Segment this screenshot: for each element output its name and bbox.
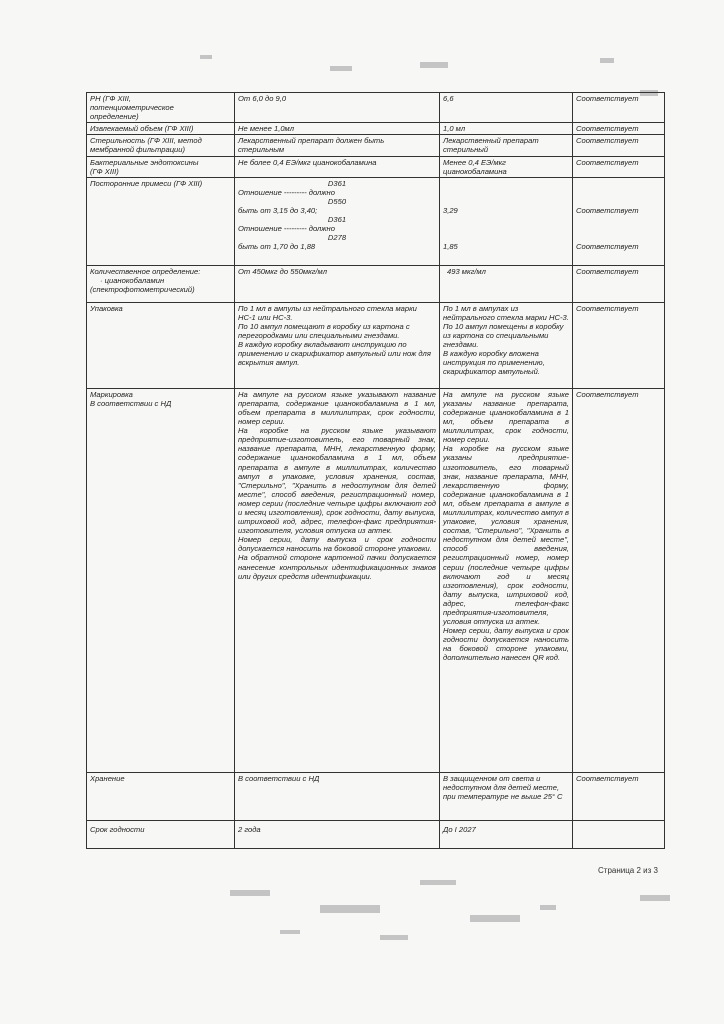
param-text: · цианокобаламин [100,275,165,285]
table-row [87,265,665,302]
norm-text: На коробке на русском языке указывают предприятие-изготовитель, его товарный знак, название препарата, МНН, лекарственную форму, содержание цианокобаламина в 1 мл, объем препарата в ампуле в миллилитрах, количество ампул в упаковке, условия хранения, состав, "Стерильно", "Хранить в недоступном для детей месте", способ введения, регистрационный номер, номер серии (последние четыре цифры включают год и месяц изготовления), срок годности, дату выпуска, штриховой код, адрес, телефон-факс предприятия-изготовителя, условия отпуска из аптек. [238,426,436,536]
norm-text: Лекарственный препарат должен быть [238,136,385,146]
param-text: потенциометрическое [90,103,174,113]
param-cell [87,135,235,156]
norm-text: По 10 ампул помещают в коробку из картона с перегородками или специальными гнездами. [238,321,410,341]
result-text: цианокобаламина [443,166,507,176]
result-cell [440,265,573,302]
param-text: Упаковка [90,303,123,313]
norm-cell [235,265,440,302]
param-cell [87,820,235,848]
scan-noise [380,935,408,940]
norm-text: По 1 мл в ампулы из нейтрального стекла марки НС-1 или НС-3. [238,303,417,322]
norm-cell [235,123,440,135]
param-cell [87,93,235,123]
norm-cell [235,156,440,177]
param-text: Хранение [90,773,125,783]
conclusion-cell [573,93,665,123]
result-text: Менее 0,4 ЕЭ/мкг [443,157,506,167]
norm-text: Не более 0,4 ЕЭ/мкг цианокобаламина [238,157,377,167]
table-row [87,93,665,123]
conclusion-cell [573,177,665,265]
norm-text: стерильным [238,145,285,155]
norm-cell [235,772,440,820]
param-cell [87,265,235,302]
result-cell [440,93,573,123]
norm-cell [235,93,440,123]
result-text: 1,0 мл [443,124,466,134]
param-text: Срок годности [90,824,145,834]
norm-text: быть от 1,70 до 1,88 [238,242,316,252]
scan-noise [600,58,614,63]
param-cell [87,302,235,388]
param-text: Бактериальные эндотоксины [90,157,199,167]
conclusion-cell [573,302,665,388]
formula-numerator: D361 [327,215,347,225]
norm-text: Не менее 1,0мл [238,124,295,134]
result-text: 6,6 [443,94,454,103]
conclusion-text: Соответствует [576,94,639,103]
table-row [87,135,665,156]
conclusion-cell [573,772,665,820]
formula-denominator: D278 [327,233,347,243]
table-row [87,177,665,265]
result-text: 1,85 [443,241,458,251]
param-text: (ГФ XIII) [90,166,119,176]
param-text: Извлекаемый объем (ГФ XIII) [90,124,194,134]
param-text: мембранной фильтрации) [90,145,186,155]
param-text: Количественное определение: [90,266,201,276]
conclusion-text: Соответствует [576,303,639,313]
result-text: До I 2027 [443,824,476,834]
param-text: Стерильность (ГФ XIII, метод [90,136,202,146]
param-text: определение) [90,112,139,122]
table-row [87,388,665,772]
result-cell [440,135,573,156]
param-text: (спектрофотометрический) [90,284,195,294]
result-cell [440,772,573,820]
param-cell [87,388,235,772]
norm-text: От 450мкг до 550мкг/мл [238,266,327,276]
norm-cell [235,302,440,388]
scan-noise [230,890,270,896]
conclusion-cell [573,156,665,177]
result-cell [440,156,573,177]
table-row [87,772,665,820]
scan-noise [200,55,212,59]
norm-cell [235,388,440,772]
result-text: По 10 ампул помещены в коробку из картона со специальными гнездами. [443,321,564,350]
result-cell [440,820,573,848]
conclusion-cell [573,135,665,156]
result-text: По 1 мл в ампулах из нейтрального стекла марки НС-3. [443,303,569,322]
result-text: Лекарственный препарат [443,136,539,146]
result-text: стерильный [443,145,489,155]
result-text: В каждую коробку вложена инструкция по применению, скарификатор ампульный. [443,349,545,377]
scan-noise [420,880,456,885]
param-cell [87,177,235,265]
conclusion-text: Соответствует [576,266,639,276]
result-text: 3,29 [443,205,458,215]
param-text: В соответствии с НД [90,398,172,408]
param-text: Посторонние примеси (ГФ XIII) [90,178,203,188]
param-text: Маркировка [90,389,133,399]
result-text: На ампуле на русском языке указаны название препарата, содержание цианокобаламина в 1 мл, объем препарата в миллилитрах, срок годности, номер серии. [443,389,569,445]
table-row [87,302,665,388]
norm-text: На обратной стороне картонной пачки допускается нанесение контрольных идентификационных знаков или других средств идентификации. [238,553,436,581]
norm-text: Отношение --------- должно [238,187,335,197]
conclusion-text: Соответствует [576,389,639,399]
norm-text: Номер серии, дату выпуска и срок годности допускается наносить на боковой стороне упаковки. [238,535,436,554]
param-cell [87,772,235,820]
result-text: Номер серии, дату выпуска и срок годности допускается наносить на боковой стороне упаковки, дополнительно нанесен QR код. [443,626,569,663]
table-row [87,123,665,135]
norm-text: В соответствии с НД [238,773,320,783]
norm-cell [235,135,440,156]
scan-noise [330,66,352,71]
specification-table [86,92,665,849]
table-row [87,156,665,177]
page-number: Страница 2 из 3 [598,866,658,875]
norm-cell [235,820,440,848]
conclusion-text: Соответствует [576,205,639,215]
norm-text: Отношение --------- должно [238,224,335,234]
norm-text: быть от 3,15 до 3,40; [238,206,318,216]
conclusion-text: Соответствует [576,157,639,167]
scan-noise [420,62,448,68]
scan-noise [540,905,556,910]
param-cell [87,123,235,135]
conclusion-cell [573,123,665,135]
formula-numerator: D361 [327,178,347,188]
conclusion-text: Соответствует [576,241,639,251]
result-cell [440,123,573,135]
result-text: 493 мкг/мл [447,266,486,276]
formula-denominator: D550 [327,196,347,206]
conclusion-text: Соответствует [576,136,639,146]
norm-text: 2 года [238,824,261,834]
result-text: На коробке на русском языке указаны предприятие-изготовитель, его товарный знак, название препарата, МНН, лекарственную форму, содержание цианокобаламина в 1 мл, объем препарата в ампуле в миллилитрах, количество ампул в упаковке, условия хранения, состав, "Стерильно", "Хранить в недоступном для детей месте", способ введения, регистрационный номер, номер серии (последние четыре цифры включают год и месяц изготовления), срок годности, дату выпуска, штриховой код, адрес, телефон-факс предприятия-изготовителя, условия отпуска из аптек. [443,444,569,627]
conclusion-cell [573,820,665,848]
table-row [87,820,665,848]
result-cell [440,177,573,265]
result-cell [440,388,573,772]
scan-noise [470,915,520,922]
result-text: В защищенном от света и недоступном для детей месте, при температуре не выше 25° С [443,773,563,801]
conclusion-cell [573,265,665,302]
norm-text: На ампуле на русском языке указывают название препарата, содержание цианокобаламина в 1 мл, объем препарата в миллилитрах, срок годности, номер серии. [238,389,436,427]
conclusion-cell [573,388,665,772]
conclusion-text: Соответствует [576,773,639,783]
scan-noise [320,905,380,913]
param-cell [87,156,235,177]
scan-noise [640,895,670,901]
result-cell [440,302,573,388]
scan-noise [280,930,300,934]
param-text: PH (ГФ XIII, [90,94,131,103]
norm-cell [235,177,440,265]
norm-text: В каждую коробку вкладывают инструкцию по применению и скарификатор ампульный или нож для вскрытия ампул. [238,340,431,368]
norm-text: От 6,0 до 9,0 [238,94,287,103]
conclusion-text: Соответствует [576,124,639,134]
